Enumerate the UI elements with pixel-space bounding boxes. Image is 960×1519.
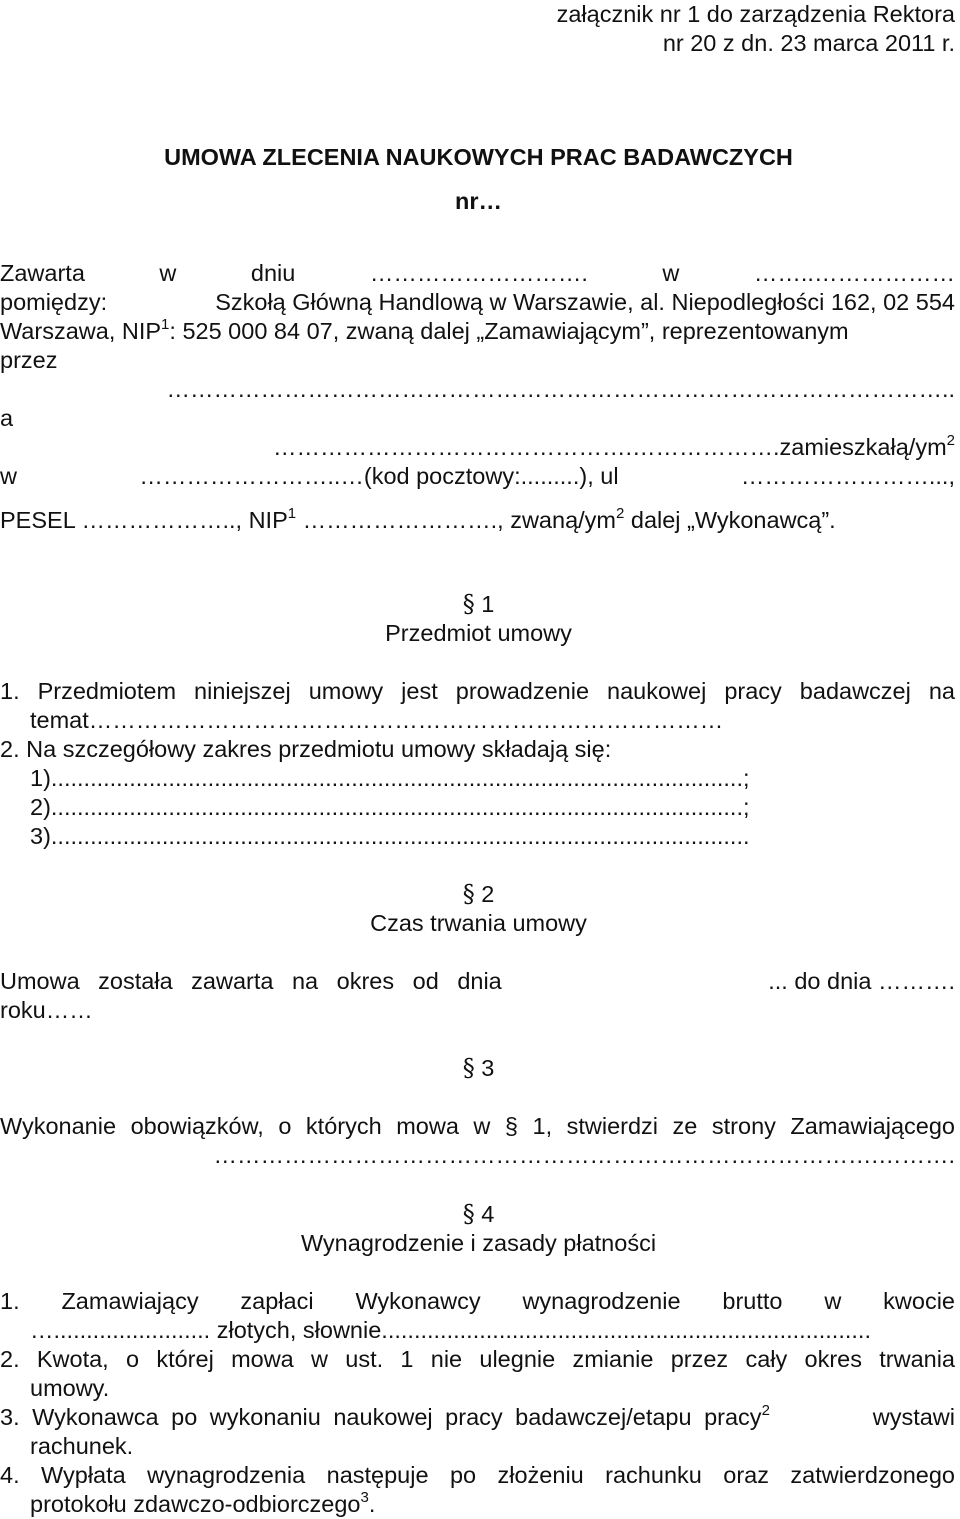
intro-text: NIP [248,507,288,533]
intro-line-2 [0,288,955,317]
point-4-text: . [368,1491,376,1517]
intro-text: dniu [250,260,296,286]
intro-text: ……………………..., [740,463,955,489]
section-4-point-1-amount: …........................ złotych, słownie........................................................................... [30,1317,871,1343]
section-3-placeholder: ………………………………………………………………………….………. [213,1142,955,1168]
contractor-ids-line [0,506,955,535]
point-3-text [0,1403,770,1432]
intro-text: : 525 000 84 07, zwaną dalej „Zamawiającym”, reprezentowanym [169,318,849,344]
intro-text: dalej „Wykonawcą”. [630,507,836,533]
footnote-ref: 1 [287,505,297,523]
section-4-point-2-cont: umowy. [30,1375,110,1401]
contractor-name-line [0,433,955,462]
scope-item-2: 2)..........................................................................................................; [30,794,750,820]
intro-line-3 [0,317,955,346]
intro-text: ……………………., zwaną/ym [302,507,616,533]
header-annex-line: załącznik nr 1 do zarządzenia Rektora [556,1,955,27]
intro-text: ……………………..…(kod pocztowy:.........), ul [139,463,619,489]
scope-item-3: 3)........................................................................................................... [30,823,750,849]
section-4-point-4: 4. Wypłata wynagrodzenia następuje po złożeniu rachunku oraz zatwierdzonego [0,1462,955,1488]
section-1-title: Przedmiot umowy [385,620,572,646]
intro-line-and: a [0,405,14,431]
section-2-year: roku…… [0,997,93,1023]
section-2-title: Czas trwania umowy [370,910,587,936]
intro-text: pomiędzy: [0,289,108,315]
point-3-main: 3. Wykonawca po wykonaniu naukowej pracy badawczej/etapu pracy [0,1404,762,1430]
date-placeholder: ………………………. [369,260,588,286]
representative-placeholder: ……………………………………………………………………………………….. [166,376,955,402]
section-3-heading [0,1054,957,1083]
section-number: 4 [481,1201,495,1227]
scope-item-1: 1)..........................................................................................................; [30,765,750,791]
intro-text: ……………….., [81,507,243,533]
place-placeholder: ……..……………… [753,260,955,286]
footnote-ref: 3 [360,1489,369,1507]
document-title: UMOWA ZLECENIA NAUKOWYCH PRAC BADAWCZYCH [164,144,793,170]
period-text: ... do dnia ………. [768,968,955,994]
section-1-point-1-topic: temat……………………………………………………………………… [30,707,724,733]
section-3-text: Wykonanie obowiązków, o których mowa w § 1, stwierdzi ze strony Zamawiającego [0,1113,955,1139]
intro-line-4: przez [0,347,58,373]
section-1-heading [0,590,957,619]
intro-text: Szkołą Główną Handlową w Warszawie, al. Niepodległości 162, 02 554 [215,289,955,315]
intro-text: Warszawa, NIP [0,318,162,344]
intro-text: Zawarta [0,260,85,286]
section-number: 3 [481,1055,495,1081]
point-3-end: wystawi [872,1404,955,1430]
paragraph-symbol: § [462,1054,475,1082]
intro-text: w [662,260,680,286]
intro-text: PESEL [0,507,75,533]
document-number: nr… [455,188,502,214]
section-4-point-3-cont: rachunek. [30,1433,134,1459]
section-4-point-2: 2. Kwota, o której mowa w ust. 1 nie ulegnie zmianie przez cały okres trwania [0,1346,955,1372]
footnote-ref: 2 [761,1402,770,1420]
period-text: Umowa została zawarta na okres od dnia [0,968,502,994]
section-number: 2 [481,881,495,907]
section-4-point-4-cont [30,1490,375,1519]
section-1-point-2: 2. Na szczegółowy zakres przedmiotu umowy składają się: [0,736,612,762]
section-4-title: Wynagrodzenie i zasady płatności [300,1230,657,1256]
section-number: 1 [481,591,495,617]
contractor-address-line [0,462,955,491]
header-order-line: nr 20 z dn. 23 marca 2011 r. [662,30,955,56]
section-4-heading [0,1200,957,1229]
intro-text: ……………………………………….……………….zamieszkałą/ym [272,434,947,460]
footnote-ref: 1 [161,316,170,334]
paragraph-symbol: § [462,1200,475,1228]
section-2-heading [0,880,957,909]
intro-text: w [0,463,17,489]
paragraph-symbol: § [462,880,475,908]
intro-line-1 [0,259,955,288]
section-4-point-3 [0,1403,955,1432]
footnote-ref: 2 [946,433,955,450]
paragraph-symbol: § [462,590,475,618]
footnote-ref: 2 [616,505,625,523]
point-4-text: protokołu zdawczo-odbiorczego [30,1491,361,1517]
section-2-period-line [0,967,955,996]
section-4-point-1: 1. Zamawiający zapłaci Wykonawcy wynagrodzenie brutto w kwocie [0,1288,955,1314]
section-1-point-1: 1. Przedmiotem niniejszej umowy jest prowadzenie naukowej pracy badawczej na [0,678,955,704]
intro-text: w [159,260,177,286]
